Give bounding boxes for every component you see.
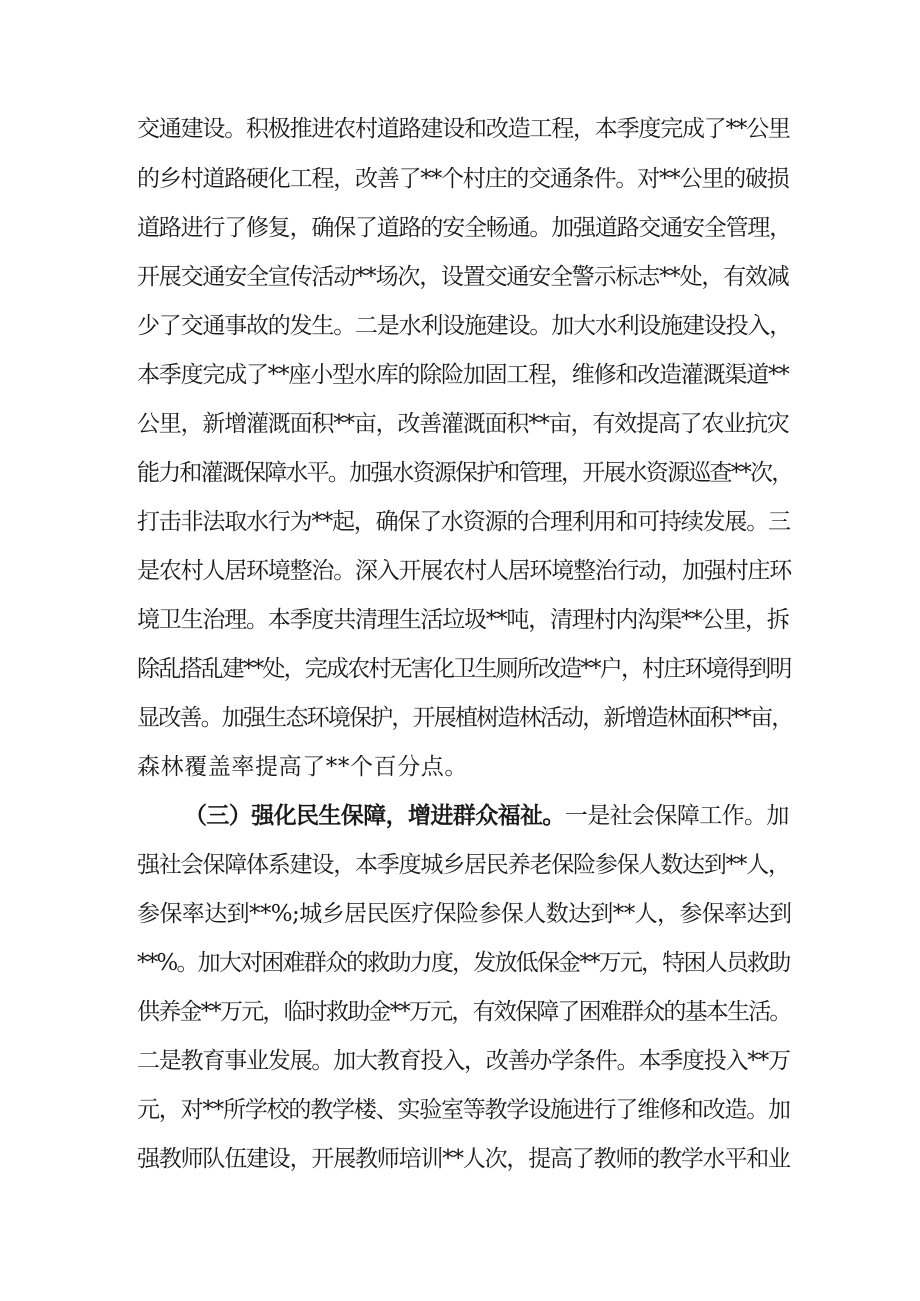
paragraph-line: 境卫生治理。本季度共清理生活垃圾**吨，清理村内沟渠**公里，拆 [137, 607, 789, 633]
paragraph-line: 二是教育事业发展。加大教育投入，改善办学条件。本季度投入**万 [137, 1048, 790, 1074]
paragraph-line: 元，对**所学校的教学楼、实验室等教学设施进行了维修和改造。加 [137, 1097, 790, 1123]
paragraph-line: 的乡村道路硬化工程，改善了**个村庄的交通条件。对**公里的破损 [137, 166, 789, 192]
paragraph-line: 显改善。加强生态环境保护，开展植树造林活动，新增造林面积**亩， [137, 705, 793, 731]
paragraph-line: 开展交通安全宣传活动**场次，设置交通安全警示标志**处，有效减 [137, 264, 789, 290]
paragraph-line: 是农村人居环境整治。深入开展农村人居环境整治行动，加强村庄环 [137, 558, 792, 584]
paragraph-line: 能力和灌溉保障水平。加强水资源保护和管理，开展水资源巡查**次， [137, 460, 793, 486]
paragraph-line: 道路进行了修复，确保了道路的安全畅通。加强道路交通安全管理， [137, 215, 792, 241]
paragraph-line: 供养金**万元，临时救助金**万元，有效保障了困难群众的基本生活。 [137, 999, 791, 1025]
paragraph-line: 除乱搭乱建**处，完成农村无害化卫生厕所改造**户，村庄环境得到明 [137, 656, 791, 682]
paragraph-line: 强教师队伍建设，开展教师培训**人次，提高了教师的教学水平和业 [137, 1146, 790, 1172]
paragraph-line: 打击非法取水行为**起，确保了水资源的合理利用和可持续发展。三 [137, 509, 790, 535]
section-heading-line [184, 801, 789, 831]
paragraph-line: 少了交通事故的发生。二是水利设施建设。加大水利设施建设投入， [137, 313, 792, 339]
section-text: 一是社会保障工作。加 [564, 803, 789, 829]
paragraph-line: 森林覆盖率提高了**个百分点。 [137, 754, 468, 780]
paragraph-line: 参保率达到**%;城乡居民医疗保险参保人数达到**人，参保率达到 [137, 901, 792, 927]
section-heading: （三）强化民生保障，增进群众福祉。 [184, 802, 565, 829]
paragraph-line: 公里，新增灌溉面积**亩，改善灌溉面积**亩，有效提高了农业抗灾 [137, 411, 789, 437]
paragraph-line: 本季度完成了**座小型水库的除险加固工程，维修和改造灌溉渠道** [137, 362, 789, 388]
paragraph-line: 强社会保障体系建设，本季度城乡居民养老保险参保人数达到**人， [137, 852, 790, 878]
paragraph-line: 交通建设。积极推进农村道路建设和改造工程，本季度完成了**公里 [137, 116, 790, 142]
paragraph-line: **%。加大对困难群众的救助力度，发放低保金**万元，特困人员救助 [137, 950, 790, 976]
